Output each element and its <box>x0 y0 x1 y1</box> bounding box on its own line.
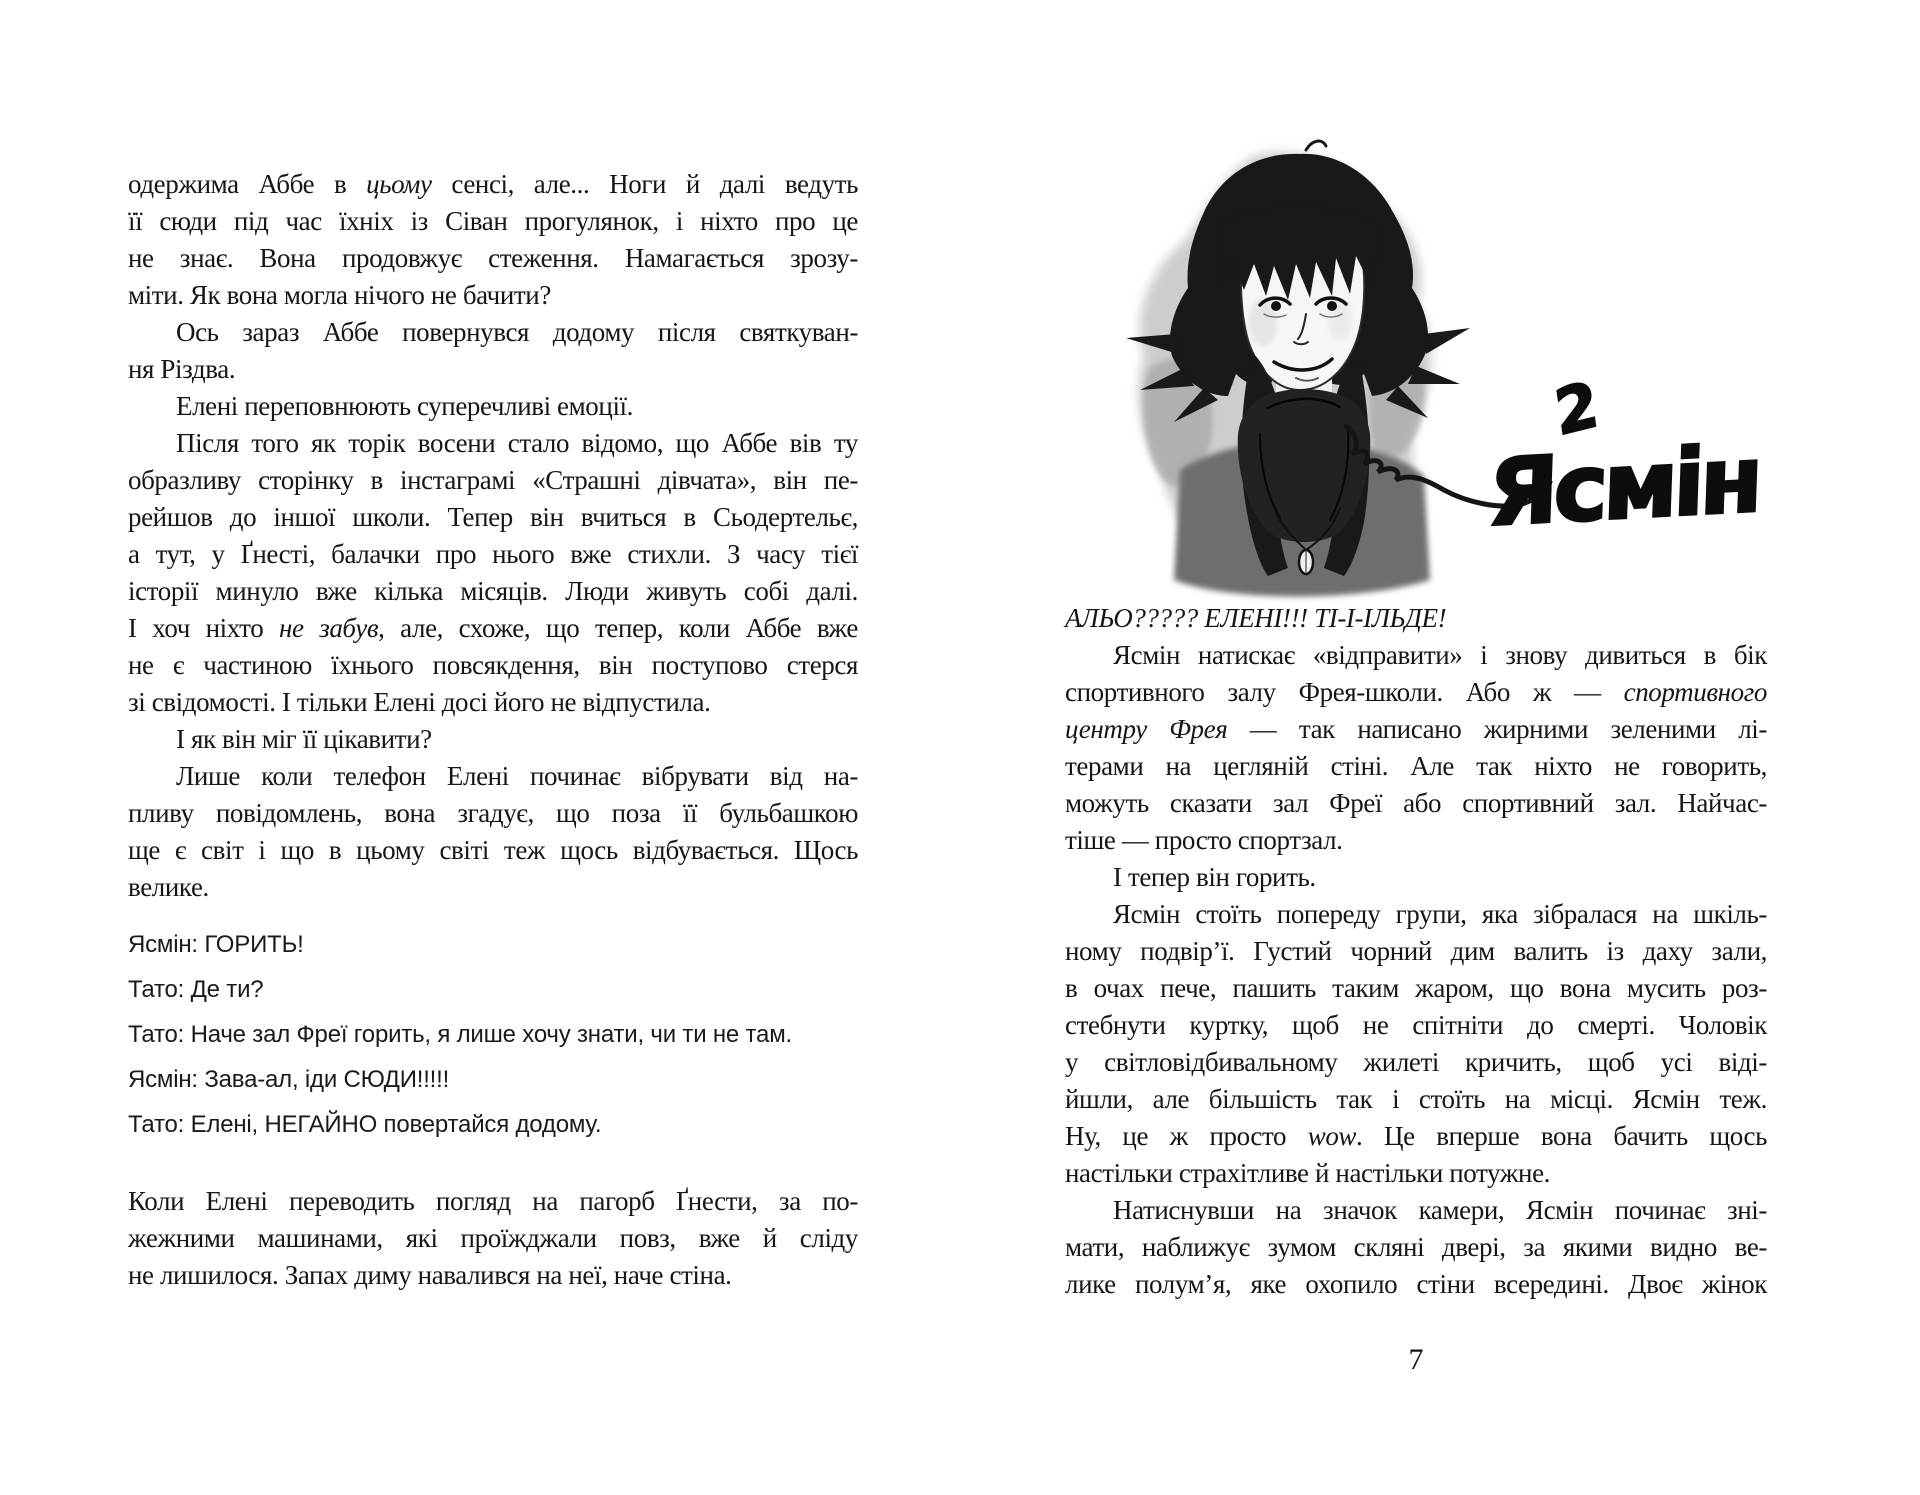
text-line: Ясмін: ГОРИТЬ! <box>128 931 304 958</box>
chapter-title: Ясмін <box>1486 425 1761 548</box>
text-line: зі свідомості. І тільки Елені досі його не відпустила. <box>128 687 711 717</box>
text-line: Ясмін: Зава-ал, іди СЮДИ!!!!! <box>128 1066 450 1093</box>
text-line: не лишилося. Запах диму навалився на неї, наче стіна. <box>128 1260 732 1290</box>
text-line: жежними машинами, які проїжджали повз, вже й сліду <box>128 1223 858 1253</box>
text-line: Після того як торік восени стало відомо, що Аббе вів ту <box>176 428 858 458</box>
text-line: ня Різдва. <box>128 354 236 384</box>
text-line: настільки страхітливе й настільки потужне. <box>1065 1158 1551 1188</box>
text-line: ще є світ і що в цьому світі теж щось відбувається. Щось <box>128 835 858 865</box>
text-line: Тато: Наче зал Фреї горить, я лише хочу знати, чи ти не там. <box>128 1021 792 1048</box>
text-line: Коли Елені переводить погляд на пагорб Ґнести, за по- <box>128 1186 858 1216</box>
text-line: Ось зараз Аббе повернувся додому після святкуван- <box>176 317 858 347</box>
text-line: спортивного залу Фрея-школи. Або ж — спортивного <box>1065 677 1767 707</box>
text-line: стебнути куртку, щоб не спітніти до смерті. Чоловік <box>1065 1010 1767 1040</box>
text-line: Ясмін натискає «відправити» і знову дивиться в бік <box>1113 640 1767 670</box>
left-page-body-paragraphs <box>128 166 858 906</box>
text-line: мати, наближує зумом скляні двері, за якими видно ве- <box>1065 1232 1767 1262</box>
text-line: терами на цегляній стіні. Але так ніхто не говорить, <box>1065 751 1767 781</box>
text-line: міти. Як вона могла нічого не бачити? <box>128 280 551 310</box>
text-line: йшли, але більшість так і стоїть на місці. Ясмін теж. <box>1065 1084 1767 1114</box>
text-line: історії минуло вже кілька місяців. Люди живуть собі далі. <box>128 576 858 606</box>
chapter-number: 2 <box>1550 366 1603 451</box>
text-line: Елені переповнюють суперечливі емоції. <box>176 391 634 421</box>
page-number: 7 <box>1408 1343 1424 1376</box>
right-page <box>960 0 1920 1495</box>
text-line: пливу повідомлень, вона згадує, що поза її бульбашкою <box>128 798 858 828</box>
text-line: Тато: Де ти? <box>128 976 264 1003</box>
text-line: І хоч ніхто не забув, але, схоже, що тепер, коли Аббе вже <box>128 613 858 643</box>
text-line: І як він міг її цікавити? <box>176 724 432 754</box>
text-line: Ясмін стоїть попереду групи, яка зібралася на шкіль- <box>1113 899 1767 929</box>
text-line: у світловідбивальному жилеті кричить, щоб усі віді- <box>1065 1047 1767 1077</box>
text-line: центру Фрея — так написано жирними зеленими лі- <box>1065 714 1767 744</box>
text-line: велике. <box>128 872 209 902</box>
text-line: образливу сторінку в інстаграмі «Страшні дівчата», він пе- <box>128 465 858 495</box>
text-line: Тато: Елені, НЕГАЙНО повертайся додому. <box>128 1111 602 1138</box>
text-line: можуть сказати зал Фреї або спортивний зал. Найчас- <box>1065 788 1767 818</box>
text-line: її сюди під час їхніх із Сіван прогулянок, і ніхто про це <box>128 206 858 236</box>
text-line: Лише коли телефон Елені починає вібрувати від на- <box>176 761 858 791</box>
text-line: рейшов до іншої школи. Тепер він вчиться в Сьодертельє, <box>128 502 858 532</box>
text-line: не є частиною їхнього повсякдення, він поступово стерся <box>128 650 858 680</box>
text-line: в очах пече, пашить таким жаром, що вона мусить роз- <box>1065 973 1767 1003</box>
text-line: Натиснувши на значок камери, Ясмін починає зні- <box>1113 1195 1767 1225</box>
hair-ahoge <box>1306 141 1326 150</box>
text-line: одержима Аббе в цьому сенсі, але... Ноги й далі ведуть <box>128 169 859 199</box>
text-line: ному подвір’ї. Густий чорний дим валить із даху зали, <box>1065 936 1767 966</box>
right-page-body-paragraphs <box>1065 600 1767 1303</box>
text-line: а тут, у Ґнесті, балачки про нього вже стихли. З часу тієї <box>128 539 858 569</box>
text-line: лике полум’я, яке охопило стіни всередині. Двоє жінок <box>1065 1269 1767 1299</box>
left-page-message-block <box>128 922 858 1147</box>
text-line: І тепер він горить. <box>1113 862 1316 892</box>
left-page-closing-paragraph <box>128 1183 858 1294</box>
text-line: АЛЬО????? ЕЛЕНІ!!! ТІ-І-ІЛЬДЕ! <box>1065 603 1447 633</box>
text-line: Ну, це ж просто wow. Це вперше вона бачить щось <box>1065 1121 1767 1151</box>
text-line: не знає. Вона продовжує стеження. Намагається зрозу- <box>128 243 858 273</box>
text-line: тіше — просто спортзал. <box>1065 825 1343 855</box>
